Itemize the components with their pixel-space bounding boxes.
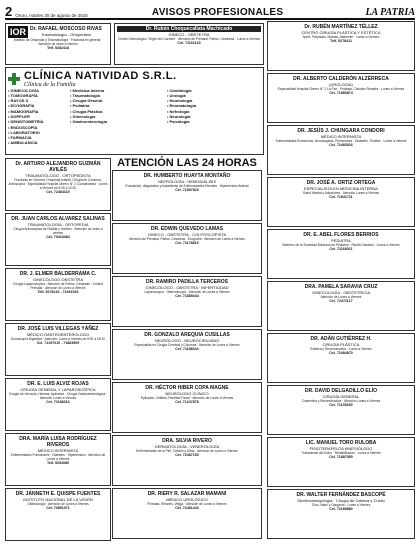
- ad-phone: Cel. 71189880: [329, 506, 353, 511]
- doctor-name: DRA. MARÍA LUISA RODRÍGUEZ RIVEROS: [19, 435, 97, 448]
- list-item: • Neumología: [167, 98, 193, 104]
- doctor-ad: [112, 329, 262, 380]
- doctor-specialty: TRAUMATOLOGÍA - ORTOPEDIA: [27, 221, 89, 227]
- ad-phone: Cel. 71807823: [175, 187, 199, 192]
- ad-phone: Cel. 71178819: [175, 240, 199, 245]
- doctor-ad: [112, 382, 262, 433]
- ad-text: Enfermedades Pulmonares · Diabetes · Hipertensión · Atención de Lunes a Viernes: [10, 452, 106, 461]
- ad-phone: Cel. 71887550: [329, 454, 353, 459]
- ad-text: Epilepsia, Cefalea, Parálisis Facial · Atención de Lunes a Viernes: [140, 395, 234, 400]
- ad-text: Nariz, Párpados, Mamas, Abdomen · Lunes a Viernes: [302, 34, 380, 39]
- doctor-name: DR. EDWIN QUEVEDO LAMAS: [150, 225, 224, 232]
- doctor-ad: [267, 21, 415, 71]
- ad-text: Especialidad Hospital Obrero N° 1 La Paz · Próstata, Cálculos Renales · Lunes a Viernes: [277, 86, 405, 91]
- doctor-specialty: FISIOTERAPEUTA KINESIÓLOGO: [309, 445, 373, 451]
- ad-text: Oído, Nariz y Garganta · Lunes a Viernes: [311, 502, 371, 507]
- doctor-name: DR. RIERY R. SALAZAR MAMANI: [147, 490, 227, 497]
- doctor-name: Dr. ARTURO ALEJANDRO GUZMÁN AVILÉS: [15, 160, 101, 173]
- ad-phone: Cel. 72481444: [175, 505, 199, 510]
- page-number: 2: [5, 4, 13, 19]
- doctor-name: DR. JESÚS J. CHUNGARA CONDORI: [297, 127, 385, 134]
- doctor-specialty: (UROLOGÍA): [329, 81, 353, 87]
- doctor-name: DR. JOSÉ LUIS VILLEGAS YÁÑEZ: [17, 325, 99, 332]
- list-item: • LABORATORIO: [8, 129, 40, 135]
- doctor-specialty: MÉDICO GASTROENTERÓLOGO: [26, 331, 90, 337]
- doctor-specialty: Otorrinolaringología · Cirugía de Cabeza y Cuello: [297, 497, 385, 503]
- doctor-specialty: PEDIATRA: [331, 237, 351, 243]
- doctor-specialty: MÉDICO INTERNISTA: [320, 133, 362, 139]
- list-item: • Reumatología: [167, 103, 196, 109]
- doctor-ad: [112, 223, 262, 274]
- ad-phone: Cel. 73851071: [46, 505, 70, 510]
- ad-text: Cirugía Artroscópica de Rodilla y Hombro · Atención de lunes a viernes: [13, 226, 103, 235]
- doctor-specialty: NEFROLOGÍA - HEMODIÁLISIS: [157, 178, 216, 184]
- doctor-ad: [267, 333, 415, 383]
- ad-phone: Cel. 71135330: [329, 402, 353, 407]
- doctor-specialty: MÉDICO INTERNISTA: [37, 447, 79, 453]
- list-item: • ENDOSCOPÍA: [8, 124, 38, 130]
- ad-text: Evaluación, diagnóstico y tratamiento de Enfermedades Renales · Hipertensión Arterial: [125, 183, 249, 188]
- column-left-list: [5, 158, 111, 541]
- ad-text: Próstata, Riñones, Vejiga · Atención de Lunes a Viernes: [147, 501, 227, 506]
- list-item: • Gastroenterología: [70, 119, 107, 125]
- list-item: • Ginecología: [70, 113, 96, 119]
- ad-phone: Cel. 72471117: [329, 298, 353, 303]
- doctor-ad: [5, 268, 111, 321]
- ad-text: Atención de Lunes a Viernes: [320, 294, 362, 299]
- list-item: • RAYOS X: [8, 98, 29, 104]
- doctor-name: DR. JANNETH E. QUISPE FUENTES: [15, 490, 101, 497]
- doctor-ad: [267, 177, 415, 227]
- doctor-specialty: GINECO - OBSTETRA: [168, 31, 210, 37]
- ad-text: Atención de Prenatal, Partos, Cesáreas · Ecografía · Atención de Lunes a Viernes: [129, 236, 245, 241]
- doctor-specialty: GINECO - OBSTETRA - COLPOSCOPISTA: [147, 231, 227, 237]
- ad-phone: Cel. 72484870: [329, 350, 353, 355]
- ad-clinica-natividad: [5, 67, 264, 155]
- list-item: • Cirugía Plástica: [70, 108, 103, 114]
- doctor-specialty: GINECÓLOGO - OBSTETRA · INFERTILIDAD: [145, 284, 229, 290]
- doctor-ad: [267, 229, 415, 279]
- doctor-ad: [112, 170, 262, 221]
- list-item: • MAMOGRAFÍA: [8, 108, 39, 114]
- ad-phone: Cel. 71247878: [175, 399, 199, 404]
- doctor-ad: [267, 281, 415, 331]
- list-item: • Cardiología: [167, 87, 192, 93]
- doctor-name: DR. WALTER FERNÁNDEZ BASCOPÉ: [296, 491, 386, 498]
- ad-phone: Cel. 71168011: [329, 246, 353, 251]
- ad-text: Tratamiento del Dolor · Rehabilitación · Lunes a Viernes: [301, 450, 381, 455]
- list-item: • FARMACIA: [8, 135, 32, 141]
- doctor-name: Dr. RUBÉN MARTÍNEZ TÉLLEZ: [304, 23, 378, 30]
- doctor-specialty: DERMATOLOGÍA - VENEROLOGÍA: [154, 443, 220, 449]
- list-item: • Psicología: [167, 119, 190, 125]
- medical-cross-icon: [8, 73, 20, 85]
- ad-text: Laparoscopía · Histeroscopía · Atención de Lunes a Viernes: [144, 289, 230, 294]
- ad-phone: Cel. 71885444: [175, 293, 199, 298]
- doctor-ad: [5, 323, 111, 376]
- ad-text: Endoscopía Digestiva · Atención: Lunes a Viernes de 8:00 a 18:30: [11, 336, 105, 341]
- doctor-name: Dr. Rubén Choquecallata Machicado: [117, 26, 261, 32]
- ad-text: Cirugía de Vesícula, Hernias, Apéndice · Cirugía Gastroenterológica · Atención Lunes a Viernes: [8, 391, 108, 400]
- doctor-specialty: NEURÓLOGO CLÍNICO: [165, 390, 209, 396]
- atencion-24h: ATENCIÓN LAS 24 HORAS: [117, 157, 257, 169]
- ad-phone: Cel. 72484119: [46, 189, 70, 194]
- ad-text: Cosmética y Reconstructiva · Atención Lunes a Viernes: [301, 398, 381, 403]
- doctor-ad: [267, 489, 415, 539]
- doctor-name: DRA. SILVIA RIVERO: [162, 437, 212, 444]
- section-title: AVISOS PROFESIONALES: [151, 7, 284, 18]
- page-header: [5, 4, 415, 20]
- list-item: • GINECOLOGÍA: [8, 87, 39, 93]
- doctor-name: DR. JOSÉ A. ORTIZ ORTEGA: [306, 179, 376, 186]
- list-item: • TOMOGRAFÍA: [8, 92, 38, 98]
- list-item: • Medicina Interna: [70, 87, 105, 93]
- date-line: Oruro, martes 30 de agosto de 2016: [15, 13, 88, 18]
- doctor-name: DR. HUMBERTO HUAYTA MONTAÑO: [143, 172, 231, 179]
- ad-text: Enfermedades de la Piel, Cabello y Uñas · Atención de Lunes a Viernes: [136, 448, 238, 453]
- ad-phone: Telf. 5278115 - 72491516: [37, 289, 79, 294]
- list-item: • ECOGRAFÍA: [8, 103, 35, 109]
- ad-phone: Cel. 71188344: [175, 346, 199, 351]
- doctor-name: DR. HÉCTOR HIBER COPA MAGNE: [145, 384, 229, 391]
- doctor-ad: [267, 437, 415, 487]
- ad-phone: Cel. 71161120: [177, 40, 201, 45]
- doctor-name: DRA. PAMELA SARAVIA CRUZ: [304, 283, 378, 290]
- doctor-ad: [267, 73, 415, 123]
- ad-text: Miembro de la Sociedad Boliviana de Pediatría · Recién Nacidos · Lunes a Viernes: [282, 242, 400, 247]
- ad-phone: Telf. 5282418: [46, 45, 70, 50]
- doctor-name: DR. JUAN CARLOS ALVAREZ SALINAS: [11, 215, 105, 222]
- ad-phone: Cel. 71188316: [46, 399, 70, 404]
- ad-phone: Telf. 5278411: [330, 38, 352, 43]
- doctor-specialty: ESPECIALISTA EN MEDICINA INTERNA: [304, 185, 378, 191]
- ad-text: Especialista en Cirugía Cerebral y Columna · Atención de Lunes a Viernes: [134, 342, 240, 347]
- ad-text: Instituto de Ortopedia y Traumatología · Fracturas en general · Atención de lunes a viernes: [13, 37, 103, 46]
- doctor-name: DR. E. LUIS ALVIZ ROJAS: [27, 380, 89, 387]
- ad-text: Fracturas en General, Ortopedia Infantil, Cirugía de Columna, Artroscopía · Especialidad Hospital Obrero N° 2 Cochabamba · Lunes a Viernes de 8:30 a 12:30: [8, 177, 108, 190]
- doctor-specialty: CENTRO CIRUGÍA PLÁSTICA Y ESTÉTICA: [301, 29, 381, 35]
- clinic-title: CLÍNICA NATIVIDAD S.R.L.: [24, 69, 177, 82]
- list-item: • Nefrología: [167, 108, 190, 114]
- ior-logo: IOR: [10, 26, 27, 37]
- newspaper-brand: LA PATRIA: [365, 7, 415, 18]
- doctor-ad: [267, 385, 415, 435]
- ad-phone: Cel. 71880874: [329, 90, 353, 95]
- ad-text: Enfermedades Endocrinas, Neurológicas, Pulmonares · Diabetes, Tiroides · Lunes a Viernes: [275, 138, 407, 143]
- doctor-name: DR. GONZALO AREQUIA CUSILLAS: [144, 331, 230, 338]
- ad-text: Centro Ginecológico 'Virgen del Carmen' · Atención de Prenatal, Partos, Cesáreas · Lunes a Viernes: [118, 36, 260, 41]
- list-item: • Cirugía General: [70, 98, 103, 104]
- ad-text: Oftalmología · Atención de Lunes a Viernes: [27, 501, 89, 506]
- column-center-list: [112, 170, 262, 539]
- clinic-specialties: [70, 88, 260, 146]
- ad-moscoso: [5, 23, 111, 65]
- doctor-ad: [112, 488, 262, 539]
- doctor-ad: [267, 125, 415, 175]
- doctor-ad: [112, 435, 262, 486]
- ad-phone: Telf. 5254080: [46, 460, 70, 465]
- ad-phone: Cel. 72483516: [329, 142, 353, 147]
- column-right-list: [267, 21, 415, 539]
- ad-phone: Cel. 71841711: [329, 194, 353, 199]
- doctor-specialty: MÉDICO UROLÓGICO: [166, 496, 208, 502]
- doctor-name: LIC. MANUEL TORO RULOBA: [305, 439, 377, 446]
- doctor-ad: [5, 213, 111, 266]
- list-item: • Urología: [167, 92, 186, 98]
- list-item: • Neurología: [167, 113, 191, 119]
- ad-text: Estética y Reconstructiva · Lunes a Viernes: [310, 346, 372, 351]
- doctor-ad: [5, 158, 111, 211]
- doctor-ad: [5, 433, 111, 486]
- doctor-specialty: Traumatología - Ortopedista: [40, 32, 91, 37]
- doctor-specialty: CIRUGÍA GENERAL: [322, 393, 360, 399]
- doctor-specialty: TRAUMATÓLOGO - ORTOPEDISTA: [25, 172, 91, 178]
- doctor-specialty: CIRUGÍA GENERAL Y LAPAROSCÓPICA: [20, 386, 96, 392]
- ad-phone: Cel. 72487150: [175, 452, 199, 457]
- ad-choquecallata: [114, 23, 264, 65]
- list-item: • AMBULANCIA: [8, 140, 38, 146]
- doctor-ad: [112, 276, 262, 327]
- doctor-specialty: INSTITUTO NACIONAL DE LA VISIÓN: [23, 496, 93, 502]
- doctor-name: DR. E. ABEL FLORES BERRIOS: [303, 231, 379, 238]
- clinic-services: [8, 88, 68, 146]
- ad-text: Cirugía Laparoscópica · Atención de Partos, Cesáreas · Control Prenatal · Atención de Lunes a Viernes: [12, 281, 103, 290]
- doctor-specialty: NEURÓLOGO - NEUROCIRUJANO: [154, 337, 220, 343]
- doctor-name: DR. ALBERTO CALDERÓN ALZÉRRECA: [293, 75, 389, 82]
- list-item: • DOPPLER: [8, 113, 30, 119]
- doctor-ad: [5, 378, 111, 431]
- doctor-specialty: CIRUGÍA PLÁSTICA: [322, 341, 360, 347]
- ad-text: Salud Mental y Adicciones · Atención Lunes a Viernes: [302, 190, 380, 195]
- list-item: • Pediatría: [70, 103, 90, 109]
- doctor-name: Dr. RAFAEL MOSCOSO RIVAS: [30, 26, 102, 32]
- ad-phone: Cel. 70423484: [46, 234, 70, 239]
- doctor-name: DR. ADÁN GUTIÉRREZ H.: [310, 335, 372, 342]
- clinic-subtitle: Clínica de la Familia: [24, 81, 76, 88]
- ad-phone: Cel. 71197010 - 71883509: [36, 340, 80, 345]
- doctor-name: DR. RAMIRO PADILLA TERCEROS: [146, 278, 228, 285]
- doctor-ad: [5, 488, 111, 541]
- doctor-specialty: GINECÓLOGO OBSTETRA: [32, 276, 83, 282]
- list-item: • Traumatología: [70, 92, 100, 98]
- list-item: • DENSITOMETRÍA: [8, 119, 44, 125]
- doctor-name: DR. DAVID DELGADILLO ELÍO: [304, 387, 378, 394]
- doctor-specialty: GINECOLOGÍA - OBSTETRICIA: [311, 289, 370, 295]
- doctor-name: DR. J. ELMER BALDERRAMA C.: [19, 270, 97, 277]
